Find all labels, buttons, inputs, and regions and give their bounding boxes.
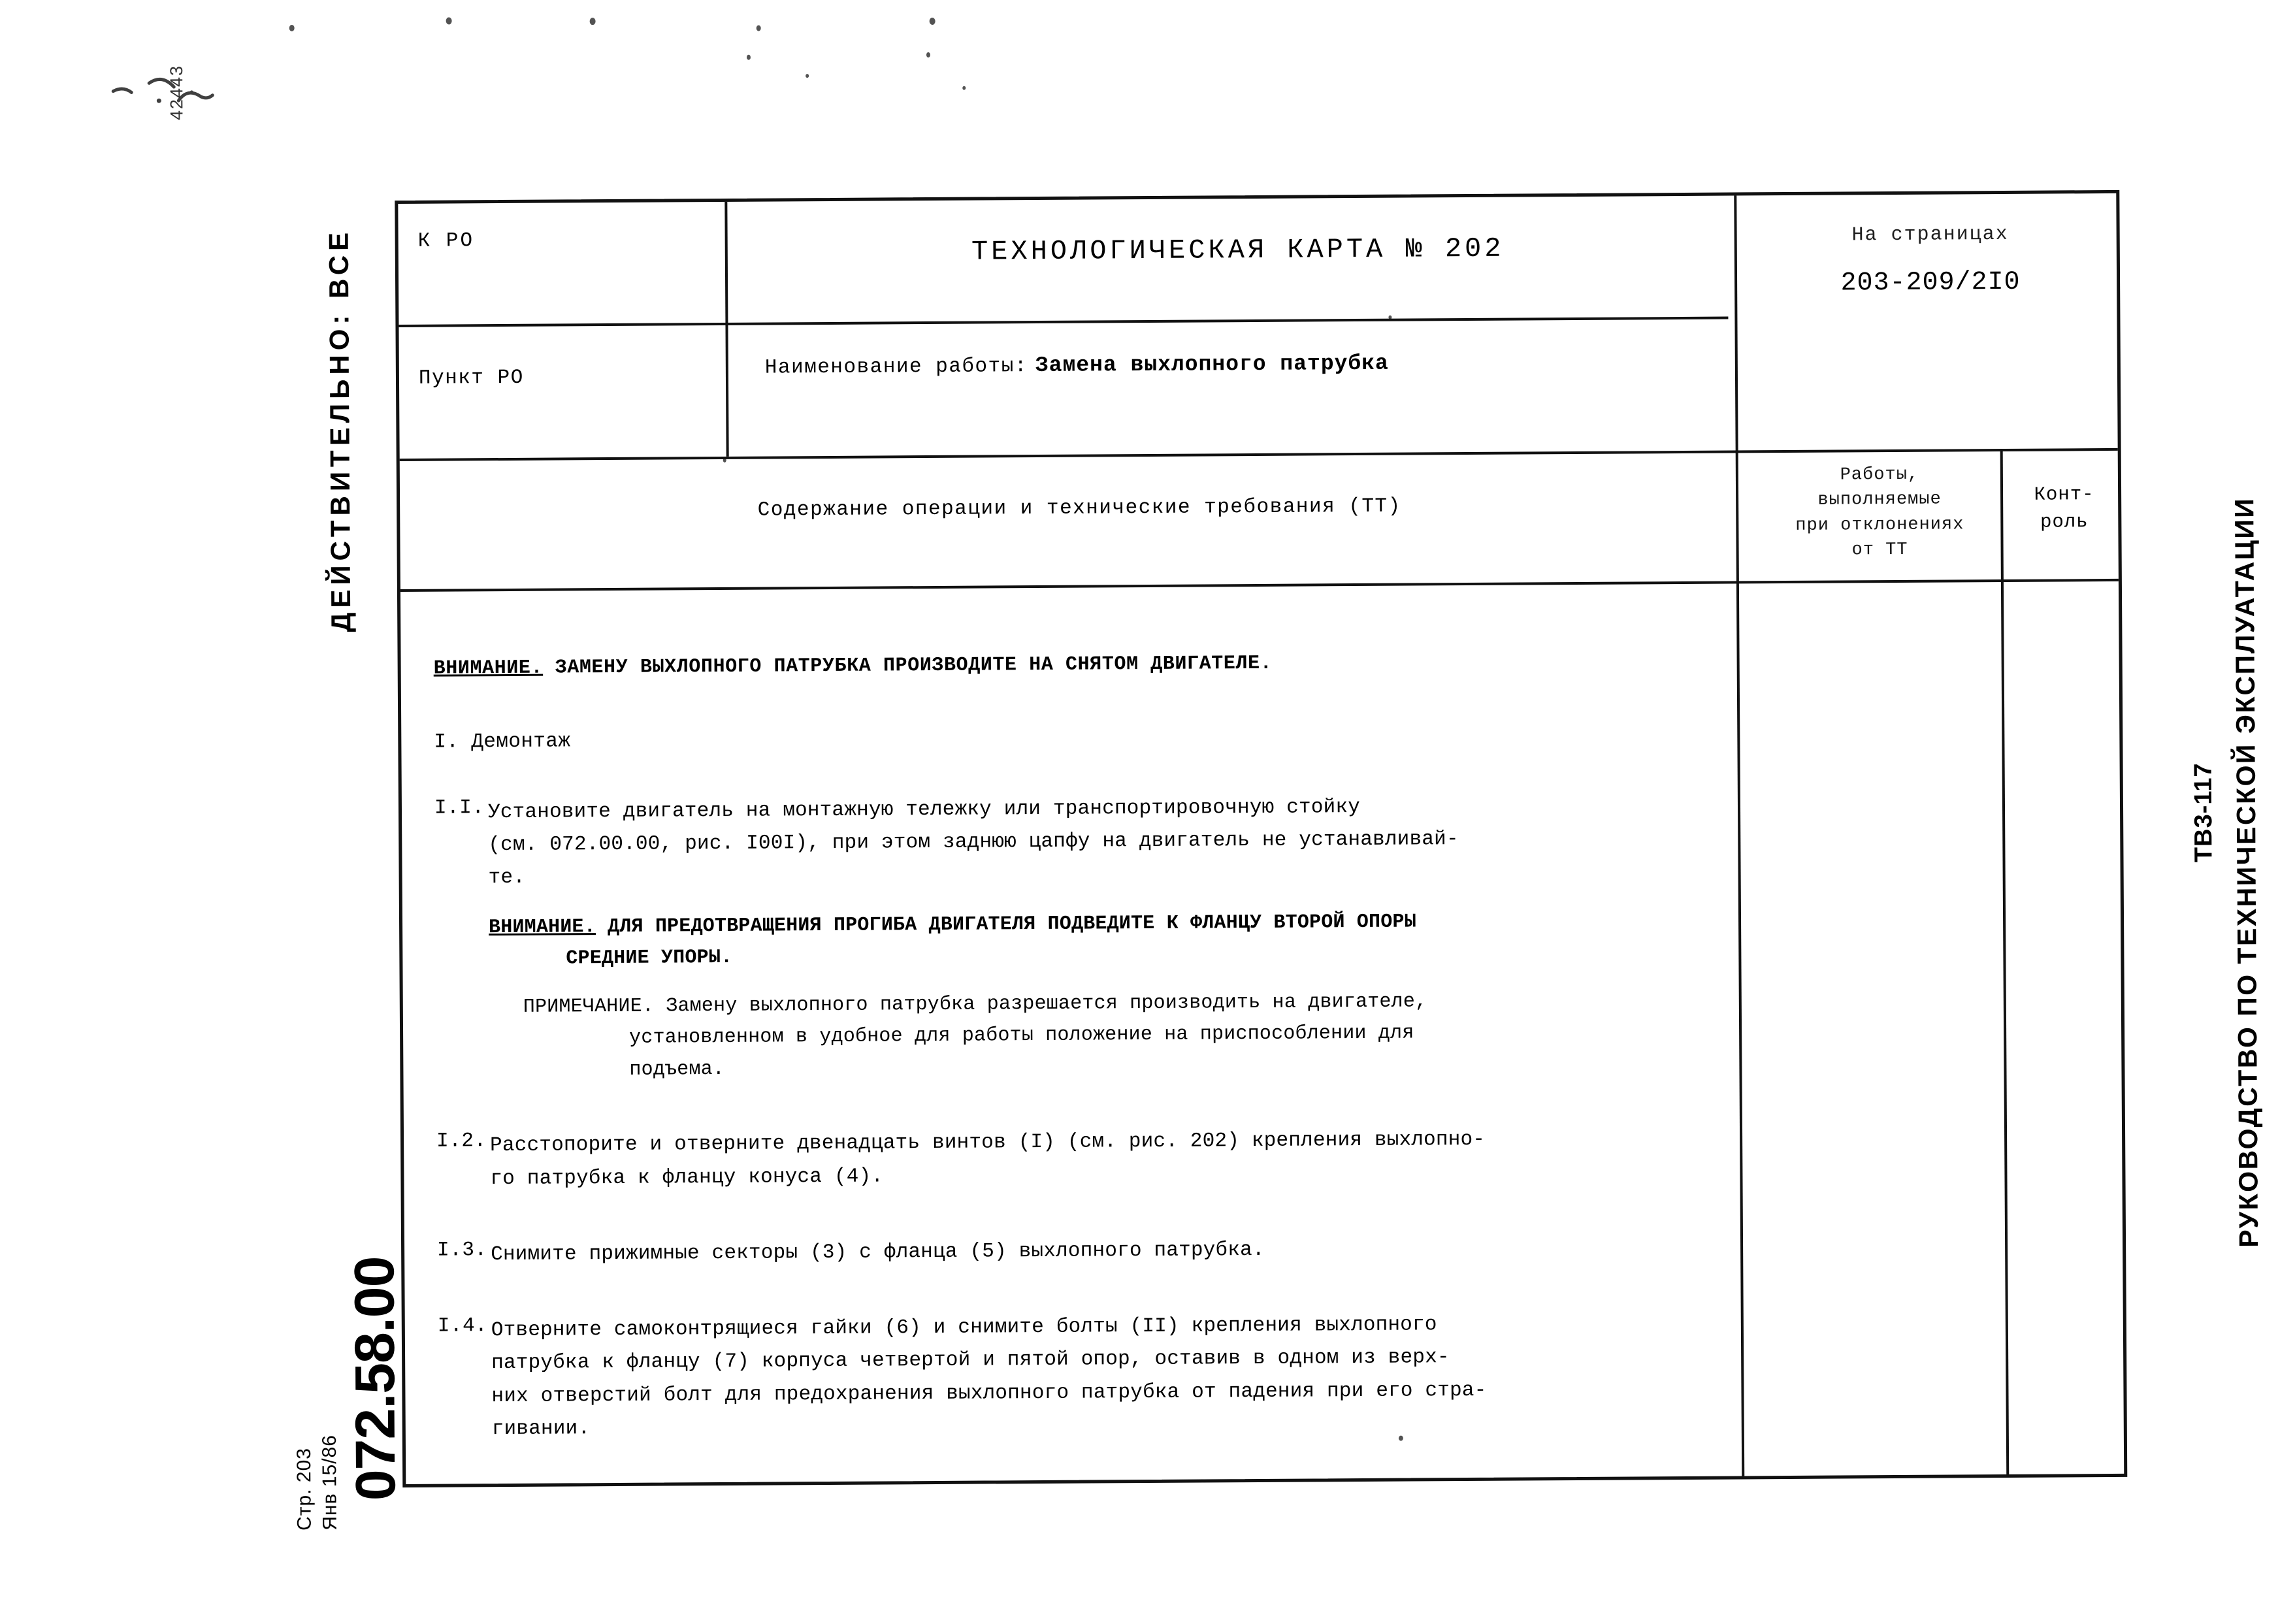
page-label: Стр. 203 — [293, 1447, 316, 1531]
column-header-content: Содержание операции и технические требования (ТТ) — [757, 495, 1401, 522]
table-horizontal-rule — [399, 317, 1728, 327]
pages-label: На страницах — [1851, 223, 2009, 247]
item-line: го патрубка к фланцу конуса (4). — [490, 1165, 884, 1190]
note-line-2: установленном в удобное для работы положение на приспособлении для — [629, 1022, 1414, 1050]
item-text — [491, 1307, 1724, 1446]
deviations-column-body — [1743, 586, 2000, 1469]
item-number: I.4. — [437, 1314, 488, 1338]
item-line: патрубка к фланцу (7) корпуса четвертой и пятой опор, оставив в одном из верх- — [491, 1346, 1450, 1375]
item-line: Установите двигатель на монтажную тележку или транспортировочную стойку — [487, 796, 1361, 824]
item-line: (см. 072.00.00, рис. I00I), при этом заднюю цапфу на двигатель не устанавливай- — [488, 828, 1459, 857]
list-item — [437, 1231, 1723, 1272]
scan-speck — [747, 55, 751, 60]
chapter-number-margin: 072.58.00 — [343, 1256, 408, 1501]
technology-card-table — [395, 190, 2127, 1487]
scan-speck — [806, 74, 809, 78]
pages-range-cell — [1767, 223, 2094, 299]
work-name-value: Замена выхлопного патрубка — [1035, 351, 1389, 378]
scan-speck — [446, 17, 452, 24]
top-attention-notice — [434, 650, 1719, 680]
item-number: I.I. — [434, 796, 485, 820]
table-vertical-rule — [724, 202, 728, 457]
control-line-1: Конт- — [2034, 483, 2094, 506]
section-title: I. Демонтаж — [434, 730, 571, 754]
attention-rest: ДЛЯ ПРЕДОТВРАЩЕНИЯ ПРОГИБА ДВИГАТЕЛЯ ПОДВЕДИТЕ К ФЛАНЦУ ВТОРОЙ ОПОРЫ — [595, 911, 1417, 938]
validity-margin-text: ДЕЙСТВИТЕЛЬНО: ВСЕ — [323, 227, 357, 632]
engine-designation-margin: ТВ3-117 — [2189, 762, 2218, 863]
pages-value: 203-209/2I0 — [1840, 267, 2021, 299]
table-vertical-rule — [1734, 195, 1744, 1476]
table-horizontal-rule — [400, 448, 2118, 461]
work-name-label: Наименование работы: — [764, 355, 1028, 380]
item-line: них отверстий болт для предохранения выхлопного патрубка от падения при его стра- — [491, 1378, 1487, 1408]
archive-stamp: 42443 — [167, 64, 187, 121]
column-header-control — [2013, 481, 2115, 536]
column-header-deviations — [1768, 462, 1991, 563]
item-line: Отверните самоконтрящиеся гайки (6) и снимите болты (II) крепления выхлопного — [491, 1313, 1437, 1342]
deviations-line-1: Работы, — [1840, 464, 1919, 485]
work-name-cell — [765, 351, 1389, 380]
item-number: I.2. — [436, 1129, 487, 1154]
item-text — [491, 1231, 1723, 1272]
punkt-ro-label: Пункт РО — [418, 366, 524, 390]
kro-label: К РО — [417, 229, 475, 253]
scan-speck — [962, 86, 966, 90]
scan-speck — [289, 25, 295, 31]
item-line: Снимите прижимные секторы (3) с фланца (5) выхлопного патрубка. — [491, 1238, 1265, 1267]
list-item — [434, 789, 1722, 1087]
page-footer-margin — [291, 1435, 343, 1531]
note-line-1: ПРИМЕЧАНИЕ. Замену выхлопного патрубка разрешается производить на двигателе, — [523, 990, 1427, 1018]
date-label: Янв 15/86 — [318, 1434, 341, 1531]
attention-rest: ЗАМЕНУ ВЫХЛОПНОГО ПАТРУБКА ПРОИЗВОДИТЕ НА СНЯТОМ ДВИГАТЕЛЕ. — [543, 652, 1273, 679]
operation-content-column — [419, 591, 1724, 1446]
attention-keyword: ВНИМАНИЕ. — [433, 657, 544, 680]
note-line-3: подъема. — [629, 1058, 725, 1081]
scan-speck — [930, 18, 936, 25]
scan-speck — [590, 18, 596, 25]
scan-speck — [926, 52, 930, 57]
control-column-body — [2008, 585, 2121, 1468]
deviations-line-3: при отклонениях — [1795, 515, 1964, 536]
scan-speck — [757, 25, 761, 31]
item-text — [490, 1122, 1723, 1195]
manual-title-margin: РУКОВОДСТВО ПО ТЕХНИЧЕСКОЙ ЭКСПЛУАТАЦИИ — [2229, 496, 2264, 1248]
list-item — [438, 1307, 1724, 1446]
item-number: I.3. — [437, 1239, 487, 1262]
item-text — [488, 789, 1722, 1087]
list-item — [436, 1122, 1723, 1195]
deviations-line-2: выполняемые — [1817, 489, 1942, 511]
control-line-2: роль — [2040, 511, 2089, 533]
inline-attention-notice — [489, 904, 1721, 975]
attention-keyword: ВНИМАНИЕ. — [488, 915, 596, 939]
inline-note — [523, 984, 1722, 1086]
attention-line-2: СРЕДНИЕ УПОРЫ. — [566, 946, 733, 970]
page-title: ТЕХНОЛОГИЧЕСКАЯ КАРТА № 202 — [971, 233, 1505, 268]
item-line: те. — [488, 866, 526, 890]
deviations-line-4: от ТТ — [1851, 540, 1908, 560]
item-line: гивании. — [491, 1416, 591, 1440]
item-line: Расстопорите и отверните двенадцать винтов (I) (см. рис. 202) крепления выхлопно- — [490, 1128, 1486, 1158]
